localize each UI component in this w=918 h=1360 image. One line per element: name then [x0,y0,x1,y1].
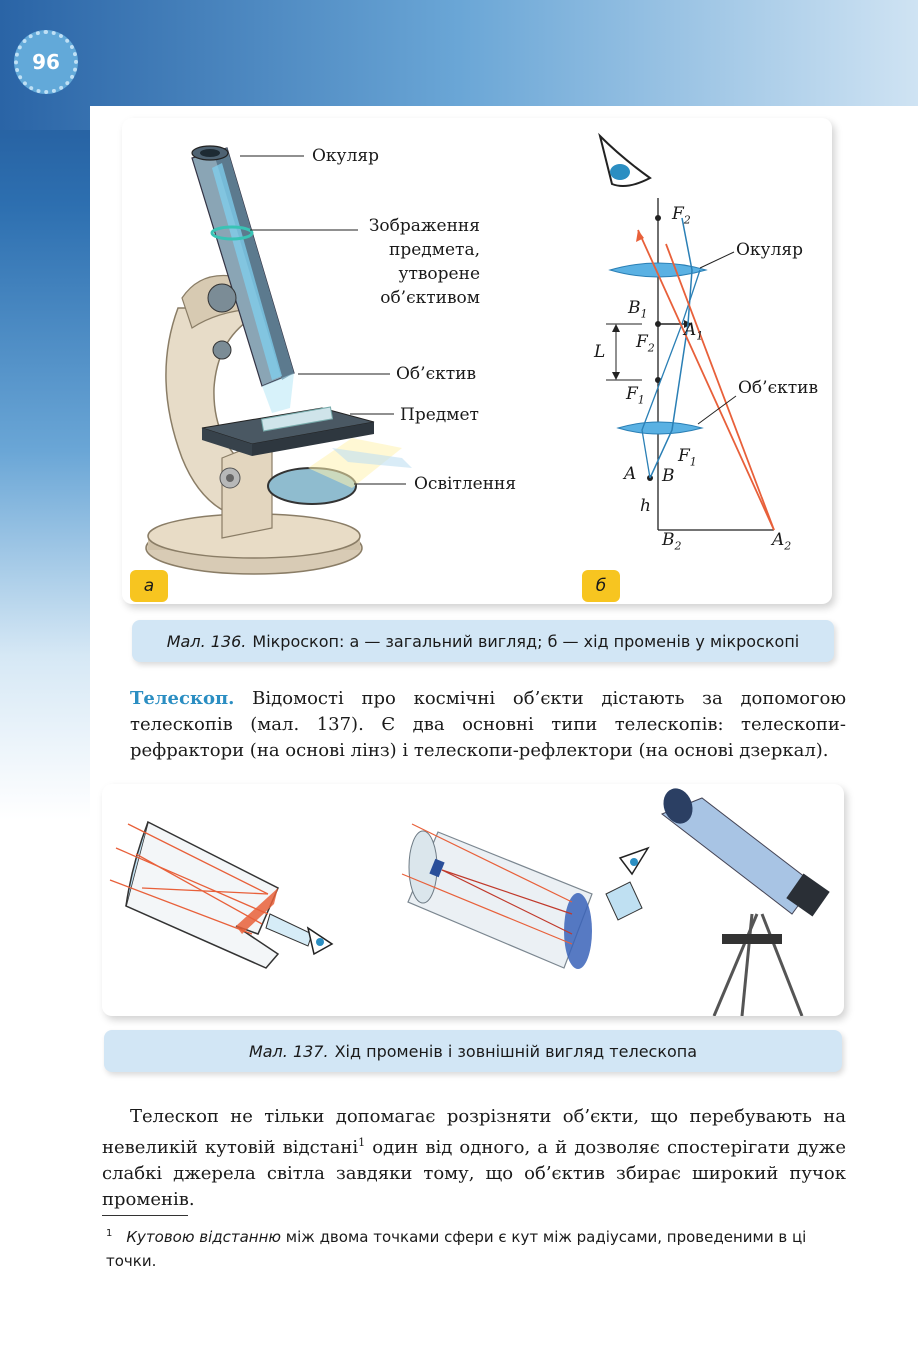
label-image-line1: Зображення [368,216,480,236]
paragraph-telescope-purpose-text-b: один від одного, а й дозволяє спостерігати дуже слабкі джерела світла завдяки тому, що об’єктив збирає широкий пучок променів. [102,1137,846,1210]
telescope-illustrations [102,784,844,1016]
label-image [362,214,480,310]
catadioptric-diagram [402,824,648,969]
tag-a: а [130,570,168,602]
page-number-badge [14,30,78,94]
paragraph-telescope-intro-text: Відомості про космічні об’єкти дістають за допомогою телескопів (мал. 137). Є два основні типи телескопів: телескопи-рефрактори (на основі лінз) і телескопи-рефлектори (на основі дзеркал). [130,688,846,761]
figure-137-card [102,784,844,1016]
diagram-label-F2-top: $F_2$ [672,204,691,227]
figure-136-card [122,118,832,604]
diagram-label-objective: Об’єктив [738,378,819,398]
diagram-label-h: h [640,496,651,516]
diagram-label-L: L [594,342,606,362]
figure-137-caption [104,1030,842,1072]
footnote-text: між двома точками сфери є кут між радіусами, проведеними в ці точки. [106,1228,807,1270]
diagram-label-F1-right: $F_1$ [678,446,697,469]
diagram-label-A1: $A_1$ [684,320,704,343]
diagram-label-B2: $B_2$ [662,530,682,553]
paragraph-telescope-purpose [102,1104,846,1213]
paragraph-telescope-intro [130,686,846,764]
paragraph-telescope-purpose-text-a: Телескоп не тільки допомагає розрізняти об’єкти, що перебувають на невеликій кутовій відстані [102,1106,846,1158]
diagram-label-B1: $B_1$ [628,298,648,321]
ray-diagram [122,118,832,604]
figure-137-caption-text: Хід променів і зовнішній вигляд телескопа [334,1041,698,1061]
figure-136-caption-text: Мікроскоп: а — загальний вигляд; б — хід променів у мікроскопі [252,631,800,651]
tag-b: б [582,570,620,602]
diagram-label-A2: $A_2$ [772,530,792,553]
diagram-label-eyepiece: Окуляр [736,240,803,260]
label-eyepiece: Окуляр [312,146,379,166]
keyword-telescope: Телескоп. [130,688,235,709]
label-image-line2: предмета, [389,240,480,260]
footnote-mark: 1 [106,1228,113,1239]
page-number: 96 [32,50,60,74]
label-objective: Об’єктив [396,364,477,384]
telescope-photo [659,784,830,1016]
figure-137-caption-prefix: Мал. 137. [248,1041,329,1061]
footnote [106,1222,848,1273]
label-image-line4: об’єктивом [380,288,480,308]
diagram-label-B: B [662,466,675,486]
newtonian-reflector-diagram [110,822,332,968]
diagram-label-A: A [624,464,637,484]
diagram-label-F2-mid: $F_2$ [636,332,655,355]
footnote-ref: 1 [358,1136,366,1149]
figure-136-caption [132,620,834,662]
label-illumination: Освітлення [414,474,517,494]
figure-136-caption-prefix: Мал. 136. [166,631,247,651]
footnote-term: Кутовою відстанню [126,1228,282,1246]
diagram-label-F1-left: $F_1$ [626,384,645,407]
footnote-rule [102,1215,188,1216]
label-image-line3: утворене [398,264,480,284]
label-object: Предмет [400,405,479,425]
